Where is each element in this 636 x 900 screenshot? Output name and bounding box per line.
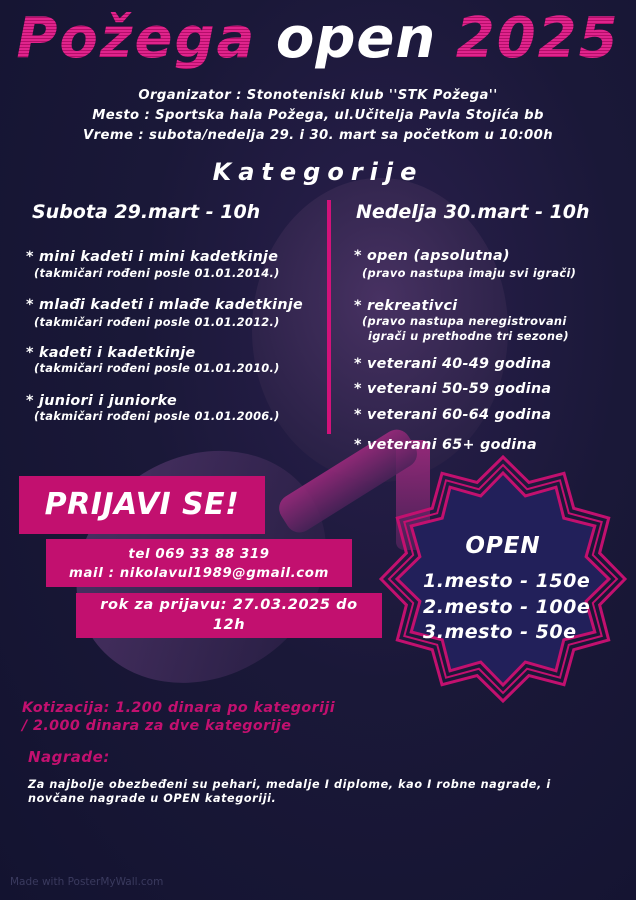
title-city: Požega — [16, 6, 257, 71]
email-text: mail : nikolavul1989@gmail.com — [69, 566, 329, 581]
category-name: * mini kadeti i mini kadetkinje — [26, 249, 279, 265]
signup-heading: PRIJAVI SE! — [44, 487, 240, 522]
category-note: (pravo nastupa neregistrovani — [362, 314, 567, 328]
awards-text-2: novčane nagrade u OPEN kategoriji. — [28, 792, 277, 805]
location-text: Mesto : Sportska hala Požega, ul.Učitelja Pavla Stojića bb — [92, 108, 544, 123]
title-open: open — [275, 6, 437, 71]
category-note: (pravo nastupa imaju svi igrači) — [362, 266, 577, 280]
category-name: * juniori i juniorke — [26, 393, 177, 409]
category-name: * kadeti i kadetkinje — [26, 345, 196, 361]
category-note: igrači u prethodne tri sezone) — [368, 329, 569, 343]
time-text: Vreme : subota/nedelja 29. i 30. mart sa početkom u 10:00h — [83, 128, 553, 143]
category-name: * mlađi kadeti i mlađe kadetkinje — [26, 297, 304, 313]
watermark: Made with PosterMyWall.com — [10, 876, 164, 888]
category-name: * veterani 40-49 godina — [354, 356, 552, 372]
organizer-text: Organizator : Stonoteniski klub ''STK Požega'' — [138, 88, 498, 103]
category-name: * veterani 65+ godina — [354, 437, 537, 453]
deadline-text: rok za prijavu: 27.03.2025 do — [100, 597, 358, 613]
category-name: * veterani 60-64 godina — [354, 407, 552, 423]
awards-label: Nagrade: — [28, 748, 110, 766]
phone-text: tel 069 33 88 319 — [128, 547, 270, 562]
category-note: (takmičari rođeni posle 01.01.2010.) — [34, 361, 280, 375]
saturday-heading: Subota 29.mart - 10h — [32, 201, 261, 223]
category-name: * veterani 50-59 godina — [354, 381, 552, 397]
prize-third: 3.mesto - 50e — [423, 621, 577, 643]
title-year: 2025 — [455, 6, 620, 71]
column-divider — [327, 200, 331, 434]
category-name: * rekreativci — [354, 298, 458, 314]
deadline-time: 12h — [212, 617, 246, 633]
category-note: (takmičari rođeni posle 01.01.2014.) — [34, 266, 280, 280]
awards-text: Za najbolje obezbeđeni su pehari, medalje I diplome, kao I robne nagrade, i — [28, 778, 551, 791]
sunday-heading: Nedelja 30.mart - 10h — [356, 201, 590, 223]
prize-second: 2.mesto - 100e — [423, 596, 591, 618]
category-name: * open (apsolutna) — [354, 248, 510, 264]
fee-text-2: / 2.000 dinara za dve kategorije — [22, 718, 292, 734]
prize-first: 1.mesto - 150e — [423, 570, 591, 592]
prize-title: OPEN — [465, 533, 541, 559]
categories-heading: Kategorije — [212, 158, 424, 186]
category-note: (takmičari rođeni posle 01.01.2012.) — [34, 315, 280, 329]
fee-text: Kotizacija: 1.200 dinara po kategoriji — [22, 700, 336, 716]
category-note: (takmičari rođeni posle 01.01.2006.) — [34, 409, 280, 423]
event-title — [0, 4, 636, 74]
